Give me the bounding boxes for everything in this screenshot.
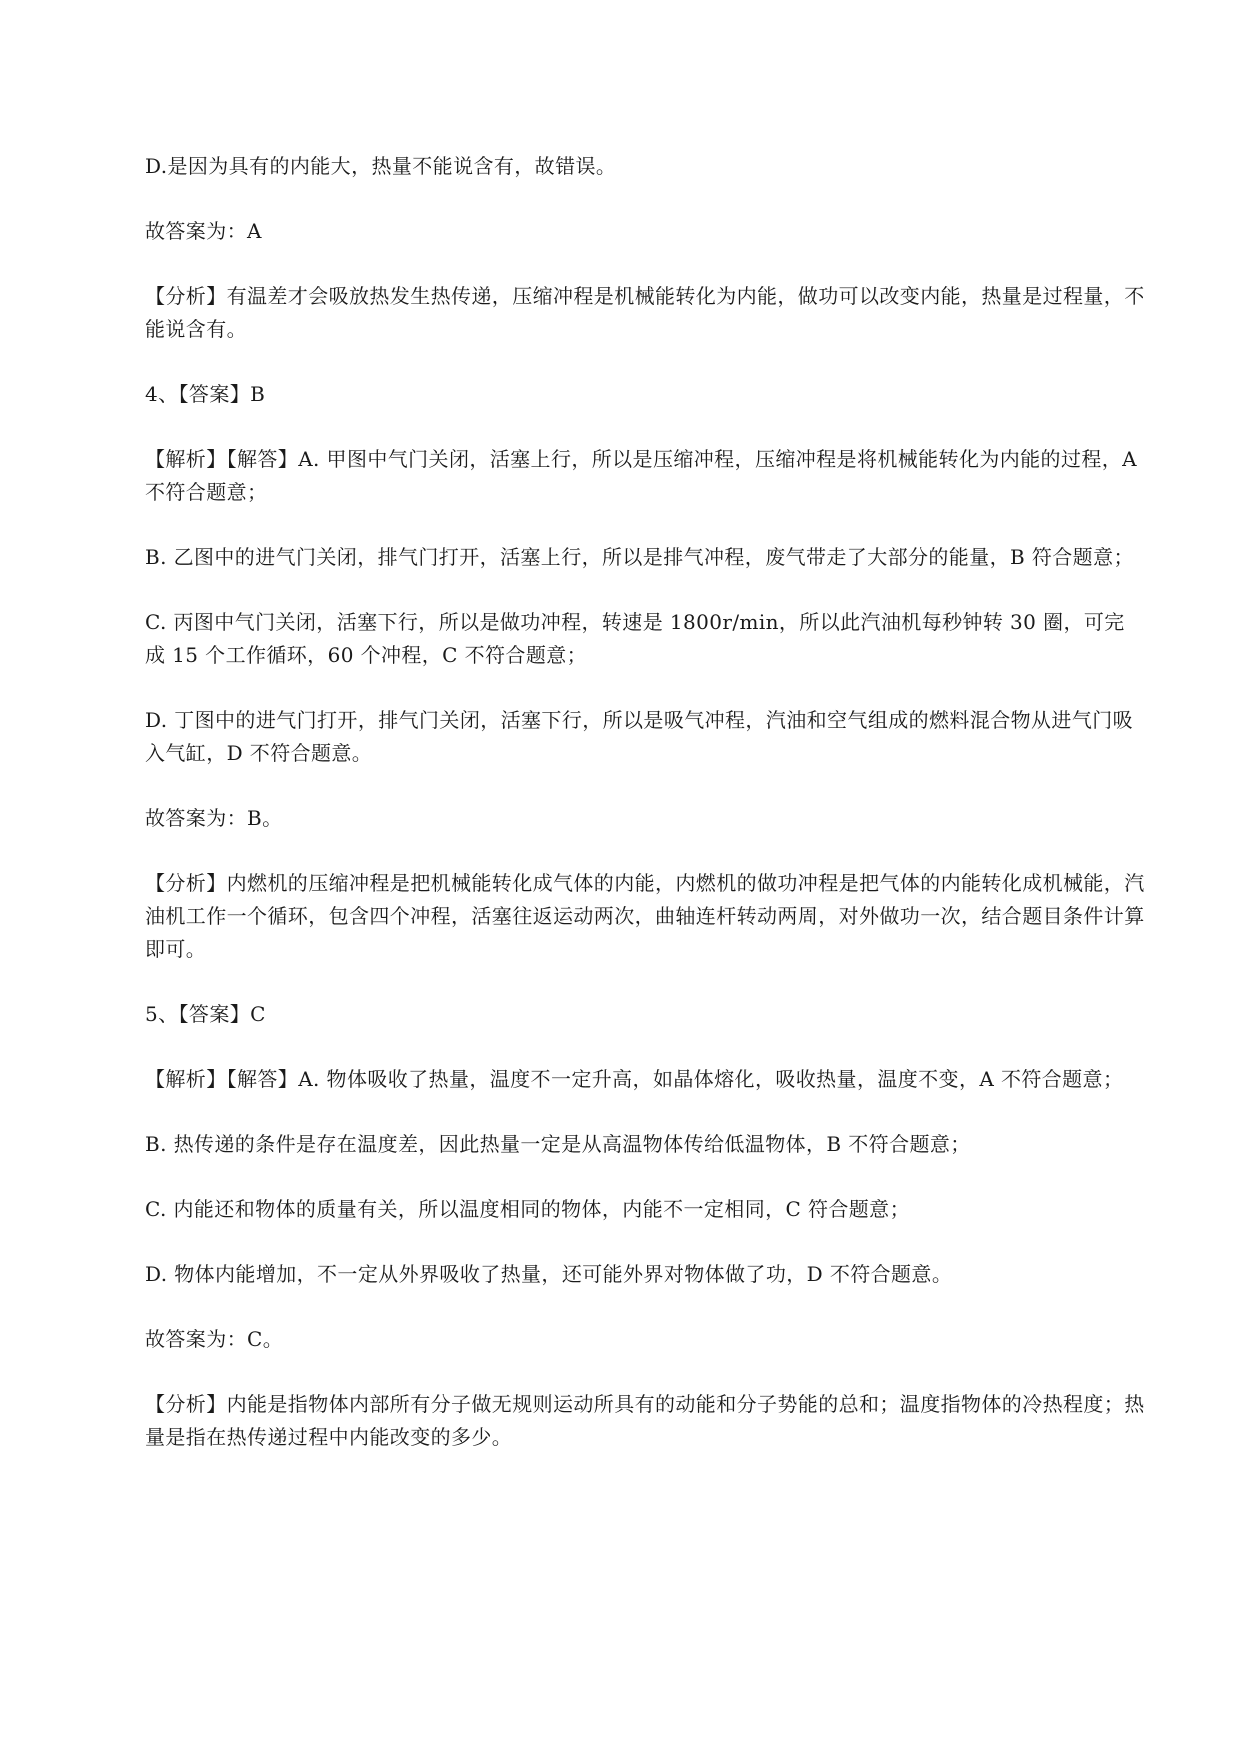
paragraph-option-d-q3: D.是因为具有的内能大，热量不能说含有，故错误。 — [145, 154, 617, 178]
paragraph-solution-a-q5: 【解析】【解答】A. 物体吸收了热量，温度不一定升高，如晶体熔化，吸收热量，温度不变，A 不符合题意； — [145, 1067, 1124, 1091]
paragraph-analysis-q3: 【分析】有温差才会吸放热发生热传递，压缩冲程是机械能转化为内能，做功可以改变内能，热量是过程量，不能说含有。 — [145, 284, 1145, 341]
paragraph-analysis-q4: 【分析】内燃机的压缩冲程是把机械能转化成气体的内能，内燃机的做功冲程是把气体的内能转化成机械能，汽油机工作一个循环，包含四个冲程，活塞往返运动两次，曲轴连杆转动两周，对外做功一次，结合题目条件计算即可。 — [145, 871, 1145, 961]
paragraph-solution-b-q5: B. 热传递的条件是存在温度差，因此热量一定是从高温物体传给低温物体，B 不符合题意； — [145, 1132, 971, 1156]
paragraph-solution-c-q4: C. 丙图中气门关闭，活塞下行，所以是做功冲程，转速是 1800r/min，所以此汽油机每秒钟转 30 圈，可完成 15 个工作循环，60 个冲程，C 不符合题意； — [145, 610, 1125, 667]
paragraph-answer-heading-q4: 4、【答案】B — [145, 382, 266, 406]
paragraph-solution-a-q4: 【解析】【解答】A. 甲图中气门关闭，活塞上行，所以是压缩冲程，压缩冲程是将机械能转化为内能的过程，A 不符合题意； — [145, 447, 1138, 504]
paragraph-answer-q3: 故答案为：A — [145, 219, 262, 243]
paragraph-solution-d-q4: D. 丁图中的进气门打开，排气门关闭，活塞下行，所以是吸气冲程，汽油和空气组成的燃料混合物从进气门吸入气缸，D 不符合题意。 — [145, 708, 1134, 765]
paragraph-solution-d-q5: D. 物体内能增加，不一定从外界吸收了热量，还可能外界对物体做了功，D 不符合题意。 — [145, 1262, 953, 1286]
document-body — [145, 150, 1145, 1486]
paragraph-analysis-q5: 【分析】内能是指物体内部所有分子做无规则运动所具有的动能和分子势能的总和；温度指物体的冷热程度；热量是指在热传递过程中内能改变的多少。 — [145, 1392, 1145, 1449]
paragraph-answer-heading-q5: 5、【答案】C — [145, 1002, 266, 1026]
paragraph-answer-q5: 故答案为：C。 — [145, 1327, 284, 1351]
paragraph-solution-c-q5: C. 内能还和物体的质量有关，所以温度相同的物体，内能不一定相同，C 符合题意； — [145, 1197, 910, 1221]
paragraph-solution-b-q4: B. 乙图中的进气门关闭，排气门打开，活塞上行，所以是排气冲程，废气带走了大部分的能量，B 符合题意； — [145, 545, 1134, 569]
paragraph-answer-q4: 故答案为：B。 — [145, 806, 283, 830]
